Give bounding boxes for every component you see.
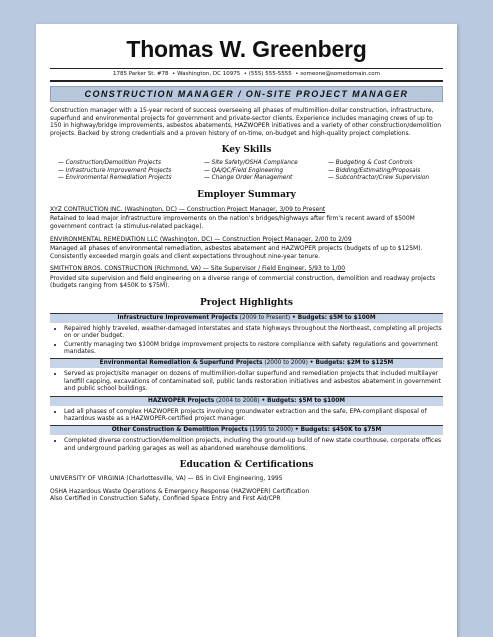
education-heading: Education & Certifications xyxy=(179,460,314,471)
project-bullet: • Repaired highly traveled, weather-damaged interstates and state highways throughout the Northeast, completing all projects on or under budget. xyxy=(64,325,443,340)
project-bar xyxy=(50,425,443,435)
project-period: (2009 to Present) xyxy=(239,314,291,321)
project-bullet: • Served as project/site manager on dozens of multimillion-dollar superfund and remediation projects that included multilayer landfill capping, excavations of contaminated soil, public lands restoration initiatives and asbestos abatement in government and public school buildings. xyxy=(64,370,443,392)
project-bullet: • Led all phases of complex HAZWOPER projects involving groundwater extraction and the safe, EPA-compliant disposal of hazardous waste as a HAZWOPER-certified project manager. xyxy=(64,408,443,423)
certification-line: Also Certified in Construction Safety, Confined Space Entry and First Aid/CPR xyxy=(50,495,281,503)
skill-item: — Bidding/Estimating/Proposals xyxy=(328,167,421,174)
contact-city: • Washington, DC 10975 xyxy=(169,71,241,77)
contact-address: 1785 Parker St. #78 xyxy=(112,71,169,77)
project-name: HAZWOPER Projects xyxy=(147,397,215,404)
project-bullets xyxy=(64,370,443,392)
education-degree: UNIVERSITY OF VIRGINIA (Charlottesville, VA) — BS in Civil Engineering, 1995 xyxy=(50,475,283,483)
employer-title: XYZ CONTRUCTION INC. (Washington, DC) — Construction Project Manager, 3/09 to Present xyxy=(50,205,326,213)
project-bar xyxy=(50,358,443,368)
title-banner: CONSTRUCTION MANAGER / ON-SITE PROJECT MANAGER xyxy=(50,86,443,102)
employer-description: Retained to lead major infrastructure improvements on the nation’s bridges/highways after firm’s recent award of $500M government contract (a stimulus-related package). xyxy=(50,215,415,230)
skills-list xyxy=(58,160,457,182)
project-bar xyxy=(50,396,443,406)
projects-heading: Project Highlights xyxy=(200,297,293,308)
project-bullets xyxy=(64,408,443,423)
skills-column xyxy=(204,160,322,182)
employer-heading: Employer Summary xyxy=(197,189,296,200)
employer-title: ENVIRONMENTAL REMEDIATION LLC (Washington, DC) — Construction Project Manager, 2/00 to 2/09 xyxy=(50,235,352,243)
skill-item: — Subcontractor/Crew Supervision xyxy=(328,174,430,181)
project-period: (1995 to 2000) xyxy=(249,427,294,434)
project-period: (2004 to 2008) xyxy=(216,397,260,404)
summary-paragraph: Construction manager with a 15-year record of success overseeing all phases of multimillion-dollar construction, infrastructure, superfund and environmental projects for government and private-sector clients. Experience includes managing crews of up to 150 in highway/bridge improvements, asbestos abatements, HAZWOPER initiatives and a variety of other construction/demolition projects. Backed by strong credentials and a proven history of on-time, on-budget and high-quality project completions. xyxy=(50,107,442,137)
project-bar xyxy=(50,313,443,323)
contact-line xyxy=(50,68,443,82)
skills-column xyxy=(58,160,198,182)
skill-item: — Site Safety/OSHA Compliance xyxy=(204,160,298,167)
skill-item: — Change Order Management xyxy=(204,174,293,181)
project-budget: • Budgets: $5M to $100M xyxy=(261,397,346,404)
employer-description: Provided site supervision and field engineering on a diverse range of commercial construction, demolition and roadway projects (budgets ranging from $450K to $75M). xyxy=(50,274,436,290)
skills-heading: Key Skills xyxy=(221,145,272,156)
contact-phone: • (555) 555-5555 xyxy=(240,71,292,77)
certification-line: OSHA Hazardous Waste Operations & Emergency Response (HAZWOPER) Certification xyxy=(50,487,310,495)
candidate-name: Thomas W. Greenberg xyxy=(126,36,367,62)
project-name: Infrastructure Improvement Projects xyxy=(117,314,238,321)
project-bullets xyxy=(64,437,443,452)
skill-item: — Budgeting & Cost Controls xyxy=(328,160,413,167)
employer-description: Managed all phases of environmental remediation, asbestos abatement and HAZWOPER projects (budgets of up to $125M). Consistently exceeded margin goals and client expectations throughout nine-year tenure. xyxy=(50,244,423,260)
skill-item: — QA/QC/Field Engineering xyxy=(204,167,284,174)
project-bullet: • Currently managing two $100M bridge improvement projects to restore compliance with safety regulations and government mandates. xyxy=(64,341,443,356)
project-bullets xyxy=(64,325,443,356)
project-bullet: • Completed diverse construction/demolition projects, including the ground-up build of new state courthouse, corporate offices and underground parking garages as well as abandoned warehouse demolitions. xyxy=(64,437,443,452)
skill-item: — Infrastructure Improvement Projects xyxy=(58,167,172,174)
resume-page xyxy=(36,24,457,637)
project-budget: • Budgets: $450K to $75M xyxy=(294,427,382,434)
skill-item: — Construction/Demolition Projects xyxy=(58,160,161,167)
project-budget: • Budgets: $2M to $125M xyxy=(309,360,394,367)
skills-column xyxy=(328,160,429,182)
project-period: (2000 to 2009) xyxy=(264,360,308,367)
project-name: Other Construction & Demolition Projects xyxy=(111,427,248,434)
skill-item: — Environmental Remediation Projects xyxy=(58,174,172,181)
project-name: Environmental Remediation & Superfund Projects xyxy=(99,360,263,367)
project-budget: • Budgets: $5M to $100M xyxy=(292,314,376,321)
contact-email: • someone@somedomain.com xyxy=(292,71,380,77)
employer-title: SMITHTON BROS. CONSTRUCTION (Richmond, VA) — Site Supervisor / Field Engineer, 5/93 to 1/00 xyxy=(50,265,346,273)
